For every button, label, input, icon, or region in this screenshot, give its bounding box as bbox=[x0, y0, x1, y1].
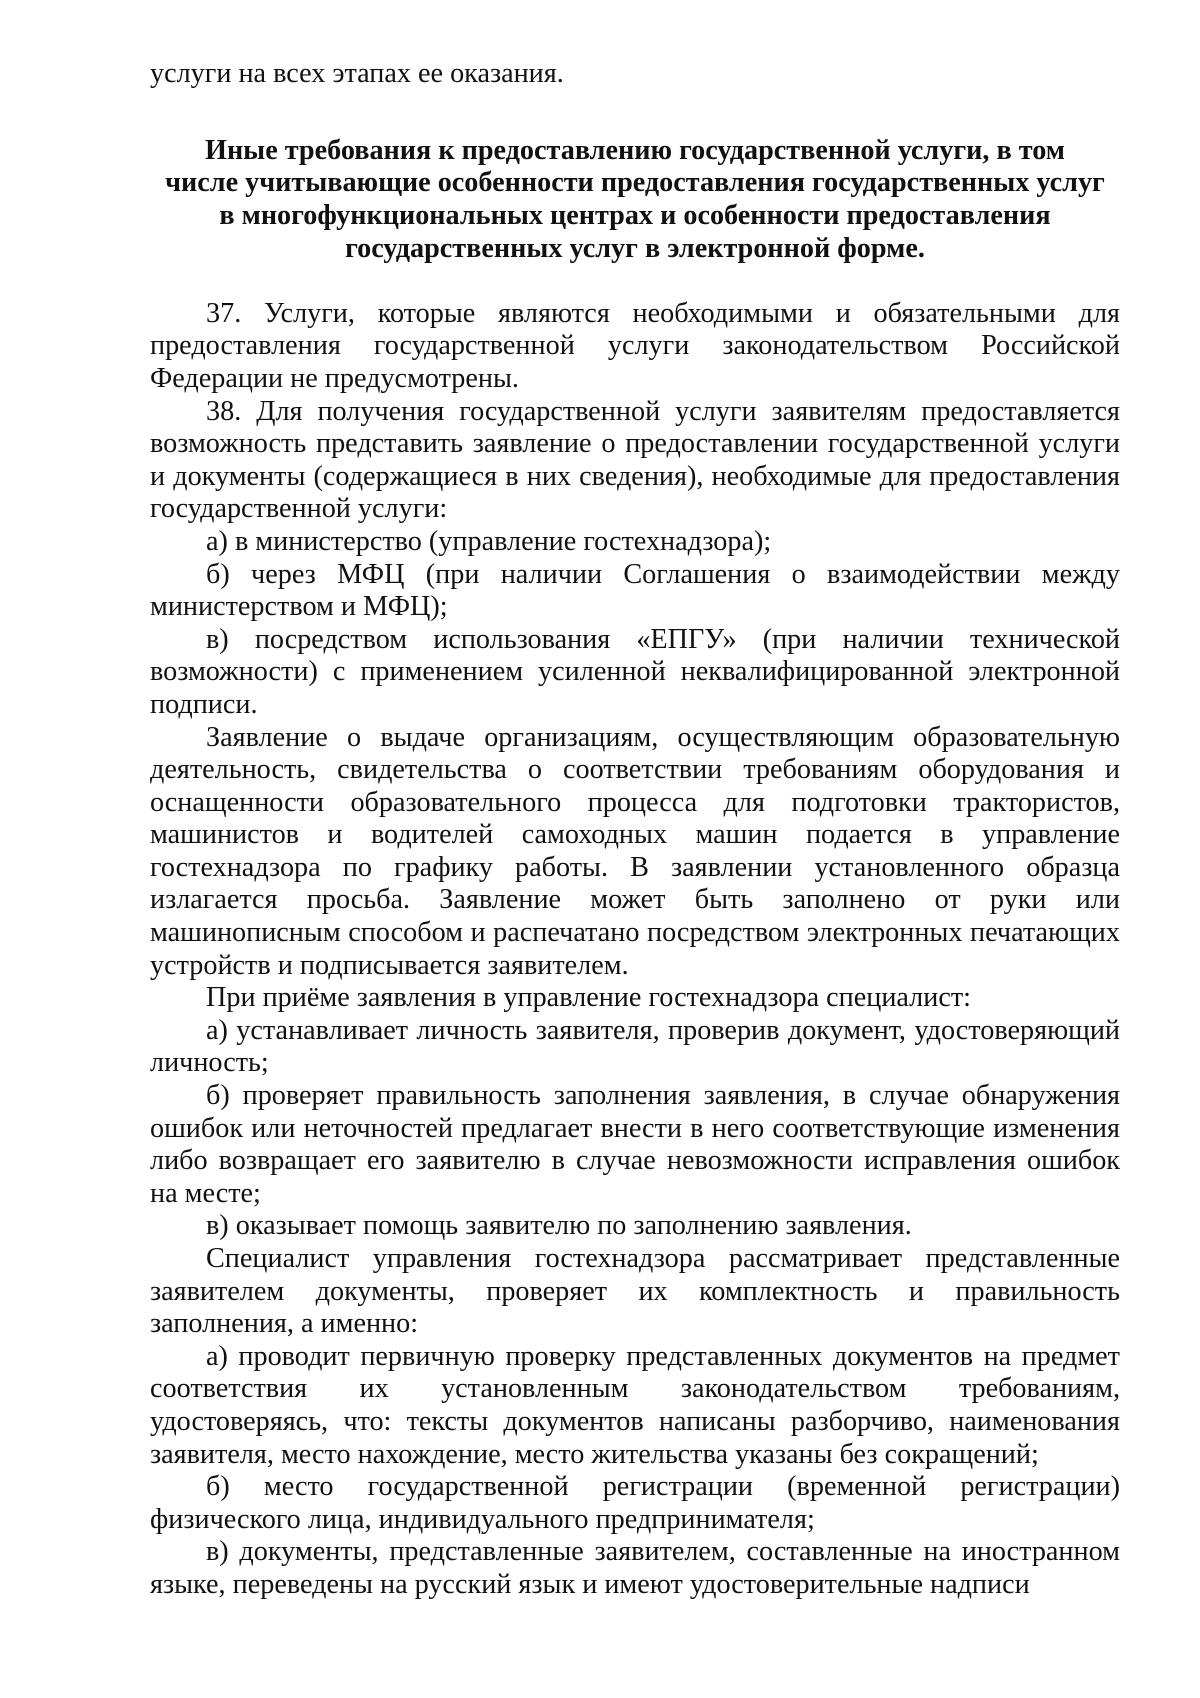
section-heading bbox=[150, 135, 1120, 266]
heading-line: в многофункциональных центрах и особенности предоставления bbox=[219, 200, 1051, 232]
intro-line: услуги на всех этапах ее оказания. bbox=[150, 58, 564, 89]
heading-line: государственных услуг в электронной форме. bbox=[345, 232, 925, 264]
list-item: а) проводит первичную проверку представленных документов на предмет соответствия их установленным законодательством требованиям, удостоверяясь, что: тексты документов написаны разборчиво, наименования заявителя, место нахождение, место жительства указаны без сокращений; bbox=[150, 1340, 1120, 1470]
paragraph-37: 37. Услуги, которые являются необходимыми и обязательными для предоставления государственной услуги законодательством Российской Федерации не предусмотрены. bbox=[150, 297, 1120, 394]
document-page bbox=[150, 58, 1120, 1602]
list-item: б) проверяет правильность заполнения заявления, в случае обнаружения ошибок или неточностей предлагает внести в него соответствующие изменения либо возвращает его заявителю в случае невозможности исправления ошибок на месте; bbox=[150, 1080, 1120, 1209]
list-item: в) документы, представленные заявителем, составленные на иностранном языке, переведены на русский язык и имеют удостоверительные надписи bbox=[150, 1536, 1120, 1600]
list-item: в) посредством использования «ЕПГУ» (при наличии технической возможности) с применением усиленной неквалифицированной электронной подписи. bbox=[150, 623, 1120, 720]
heading-line: Иные требования к предоставлению государственной услуги, в том bbox=[205, 134, 1065, 166]
paragraph-reception: При приёме заявления в управление гостехнадзора специалист: bbox=[206, 982, 971, 1014]
paragraph-38: 38. Для получения государственной услуги заявителям предоставляется возможность представить заявление о предоставлении государственной услуги и документы (содержащиеся в них сведения), необходимые для предоставления государственной услуги: bbox=[150, 395, 1120, 525]
list-item: а) устанавливает личность заявителя, проверив документ, удостоверяющий личность; bbox=[150, 1014, 1120, 1079]
heading-line: числе учитывающие особенности предоставления государственных услуг bbox=[165, 167, 1105, 199]
paragraph-application: Заявление о выдаче организациям, осуществляющим образовательную деятельность, свидетельства о соответствии требованиям оборудования и оснащенности образовательного процесса для подготовки трактористов, машинистов и водителей самоходных машин подается в управление гостехнадзора по графику работы. В заявлении установленного образца излагается просьба. Заявление может быть заполнено от руки или машинописным способом и распечатано посредством электронных печатающих устройств и подписывается заявителем. bbox=[150, 721, 1120, 981]
list-item: б) место государственной регистрации (временной регистрации) физического лица, индивидуального предпринимателя; bbox=[150, 1471, 1120, 1535]
list-item: б) через МФЦ (при наличии Соглашения о взаимодействии между министерством и МФЦ); bbox=[150, 558, 1120, 623]
list-item: а) в министерство (управление гостехнадзора); bbox=[206, 525, 772, 557]
list-item: в) оказывает помощь заявителю по заполнению заявления. bbox=[206, 1210, 912, 1242]
paragraph-specialist: Специалист управления гостехнадзора рассматривает представленные заявителем документы, проверяет их комплектность и правильность заполнения, а именно: bbox=[150, 1243, 1120, 1340]
